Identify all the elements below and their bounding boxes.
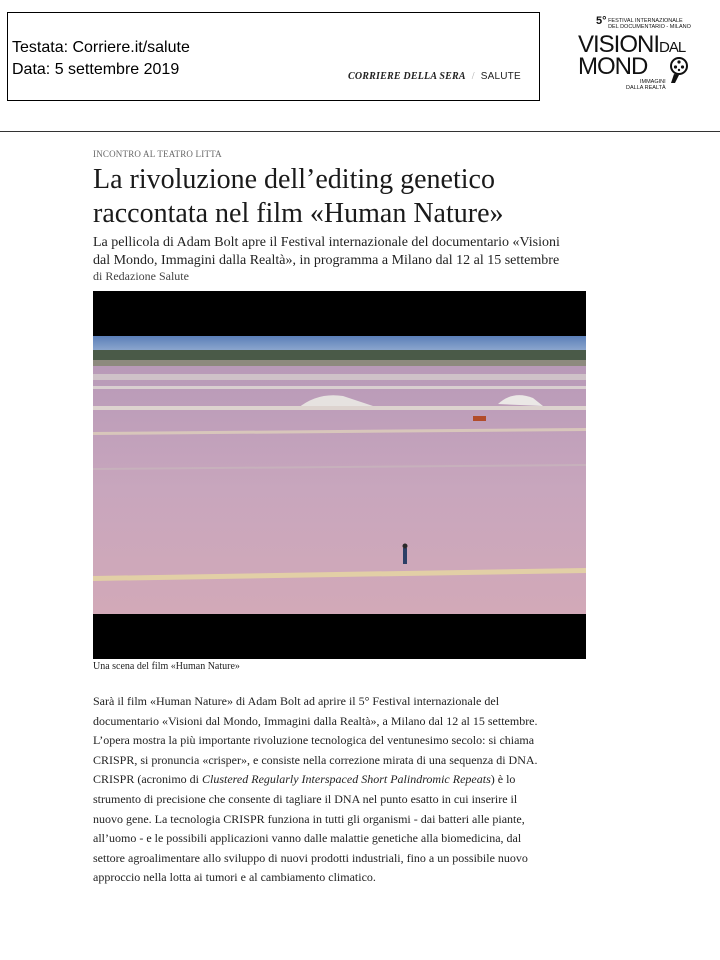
logo-fest-line2: DEL DOCUMENTARIO - MILANO [608, 24, 691, 30]
source-info [12, 37, 190, 81]
subtitle-line-2: dal Mondo, Immagini dalla Realtà», in programma a Milano dal 12 al 15 settembre [93, 253, 560, 268]
body-line: settore agroalimentare allo sviluppo di nuovi prodotti industriali, fino a un possibile nuovo [93, 850, 528, 865]
body-line: approccio nella lotta ai tumori e al cambiamento climatico. [93, 870, 376, 885]
article-title [93, 163, 633, 231]
logo-fest-line1: FESTIVAL INTERNAZIONALE [608, 18, 683, 24]
body-line: all’uomo - e le possibili applicazioni vanno dalle malattie genetiche alla biomedicina, dal [93, 831, 522, 846]
body-line: CRISPR, si pronuncia «crisper», e consiste nella correzione mirata di una sequenza di DNA. [93, 752, 538, 767]
logo-word-visioni: VISIONI [578, 31, 660, 58]
body-line: nuovo gene. La tecnologia CRISPR funziona in tutti gli organismi - dai batteri alle piante, [93, 811, 525, 826]
article-body [93, 692, 623, 888]
body-line-end: ) è lo [490, 772, 516, 787]
salt-flats-scene [93, 336, 586, 614]
film-reel-icon [670, 56, 688, 84]
date-label: Data: 5 settembre 2019 [12, 61, 180, 78]
logo-subtitle [626, 79, 666, 91]
logo-festival-text [596, 15, 691, 30]
body-line-start: CRISPR (acronimo di [93, 772, 203, 787]
testata-label: Testata: Corriere.it/salute [12, 39, 190, 56]
body-line: L’opera mostra la più importante rivoluzione tecnologica del ventunesimo secolo: si chiama [93, 733, 535, 748]
masthead-section: SALUTE [480, 71, 521, 82]
masthead-paper: CORRIERE DELLA SERA [348, 71, 466, 82]
masthead [348, 71, 521, 82]
header-box [7, 12, 540, 101]
body-line: documentario «Visioni dal Mondo, Immagini dalla Realtà», a Milano dal 12 al 15 settembre. [93, 713, 538, 728]
photo-caption: Una scena del film «Human Nature» [93, 661, 240, 672]
crispr-expansion: Clustered Regularly Interspaced Short Palindromic Repeats [202, 772, 491, 787]
title-line-2: raccontata nel film «Human Nature» [93, 198, 504, 229]
article-photo [93, 291, 586, 659]
logo-edition: 5° [596, 15, 607, 27]
article-byline: di Redazione Salute [93, 269, 189, 283]
article-subtitle [93, 234, 633, 270]
masthead-separator: / [471, 71, 475, 82]
festival-logo [578, 16, 698, 96]
logo-sub-line1: IMMAGINI [639, 79, 666, 85]
logo-sub-line2: DALLA REALTÀ [626, 85, 666, 91]
logo-word-mond: MOND [578, 53, 648, 80]
title-line-1: La rivoluzione dell’editing genetico [93, 164, 495, 195]
body-line-crispr-acronym [93, 770, 623, 790]
logo-word-dal: DAL [659, 39, 686, 56]
subtitle-line-1: La pellicola di Adam Bolt apre il Festival internazionale del documentario «Visioni [93, 235, 560, 250]
article-kicker: INCONTRO AL TEATRO LITTA [93, 149, 222, 159]
header-divider [0, 131, 720, 132]
body-line: strumento di precisione che consente di tagliare il DNA nel punto esatto in cui inserire il [93, 791, 518, 806]
body-line: Sarà il film «Human Nature» di Adam Bolt ad aprire il 5° Festival internazionale del [93, 694, 500, 708]
